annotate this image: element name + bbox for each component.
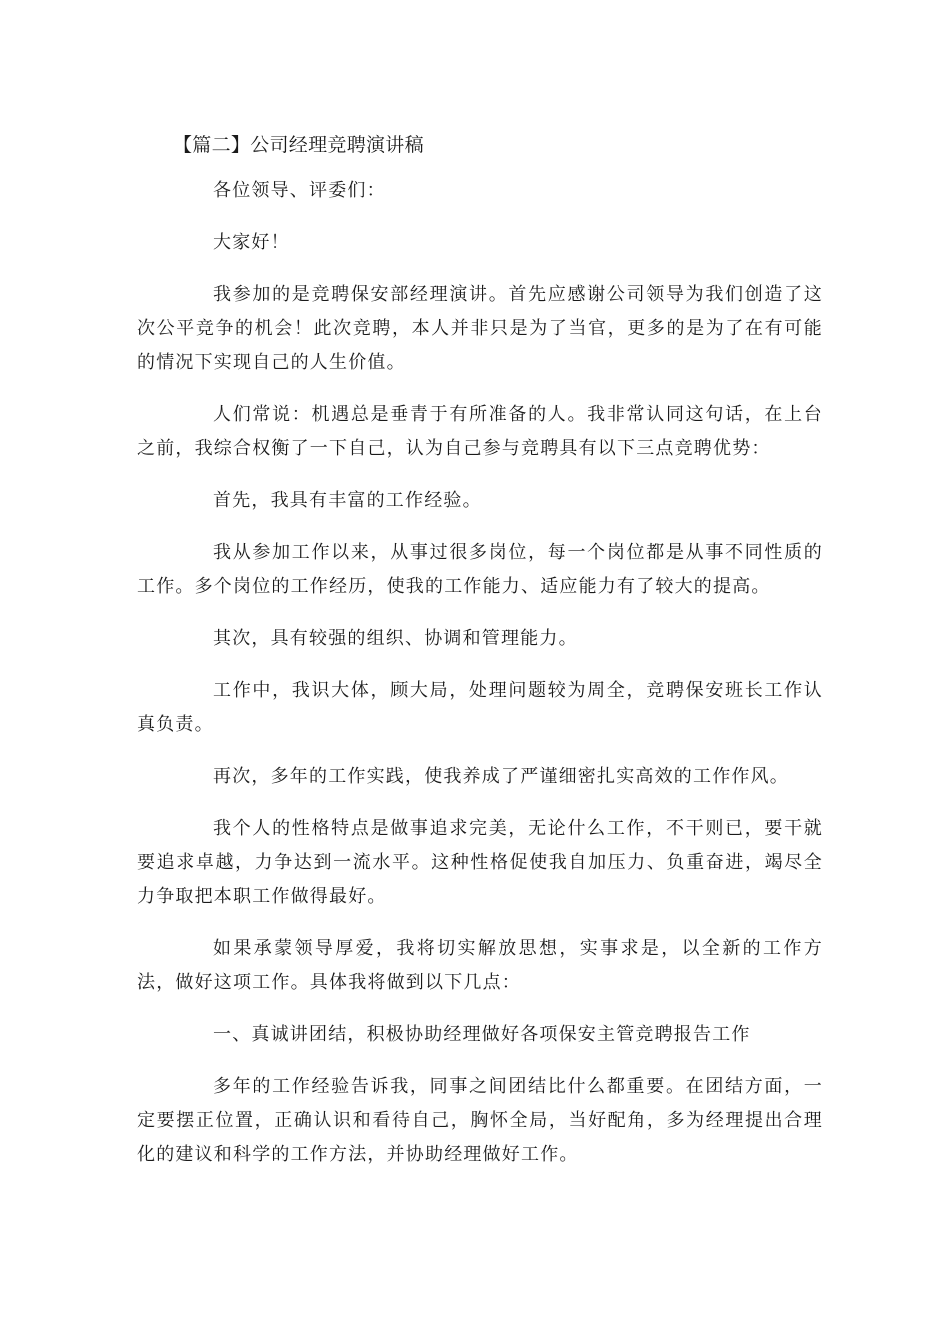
paragraph-commitment: 如果承蒙领导厚爱，我将切实解放思想，实事求是，以全新的工作方法，做好这项工作。具体我将做到以下几点： [137, 938, 823, 993]
paragraph-salutation: 各位领导、评委们： [213, 180, 386, 201]
paragraph-teamwork: 多年的工作经验告诉我，同事之间团结比什么都重要。在团结方面，一定要摆正位置，正确认识和看待自己，胸怀全局，当好配角，多为经理提出合理化的建议和科学的工作方法，并协助经理做好工作。 [137, 1076, 823, 1165]
paragraph-management: 工作中，我识大体，顾大局，处理问题较为周全，竞聘保安班长工作认真负责。 [137, 680, 823, 735]
document-page [137, 128, 823, 1190]
paragraph-point-second: 其次，具有较强的组织、协调和管理能力。 [213, 628, 578, 649]
paragraph-section-one-title: 一、真诚讲团结，积极协助经理做好各项保安主管竞聘报告工作 [213, 1024, 751, 1045]
document-heading: 【篇二】公司经理竞聘演讲稿 [173, 134, 424, 156]
paragraph-point-first: 首先，我具有丰富的工作经验。 [213, 490, 482, 511]
paragraph-point-third: 再次，多年的工作实践，使我养成了严谨细密扎实高效的工作作风。 [213, 766, 789, 787]
paragraph-intro: 我参加的是竞聘保安部经理演讲。首先应感谢公司领导为我们创造了这次公平竞争的机会！此次竞聘，本人并非只是为了当官，更多的是为了在有可能的情况下实现自己的人生价值。 [137, 284, 823, 373]
paragraph-greeting: 大家好！ [213, 232, 290, 253]
paragraph-experience: 我从参加工作以来，从事过很多岗位，每一个岗位都是从事不同性质的工作。多个岗位的工作经历，使我的工作能力、适应能力有了较大的提高。 [137, 542, 823, 597]
paragraph-personality: 我个人的性格特点是做事追求完美，无论什么工作，不干则已，要干就要追求卓越，力争达到一流水平。这种性格促使我自加压力、负重奋进，竭尽全力争取把本职工作做得最好。 [137, 818, 823, 907]
paragraph-advantages-intro: 人们常说：机遇总是垂青于有所准备的人。我非常认同这句话，在上台之前，我综合权衡了一下自己，认为自己参与竞聘具有以下三点竞聘优势： [137, 404, 823, 459]
